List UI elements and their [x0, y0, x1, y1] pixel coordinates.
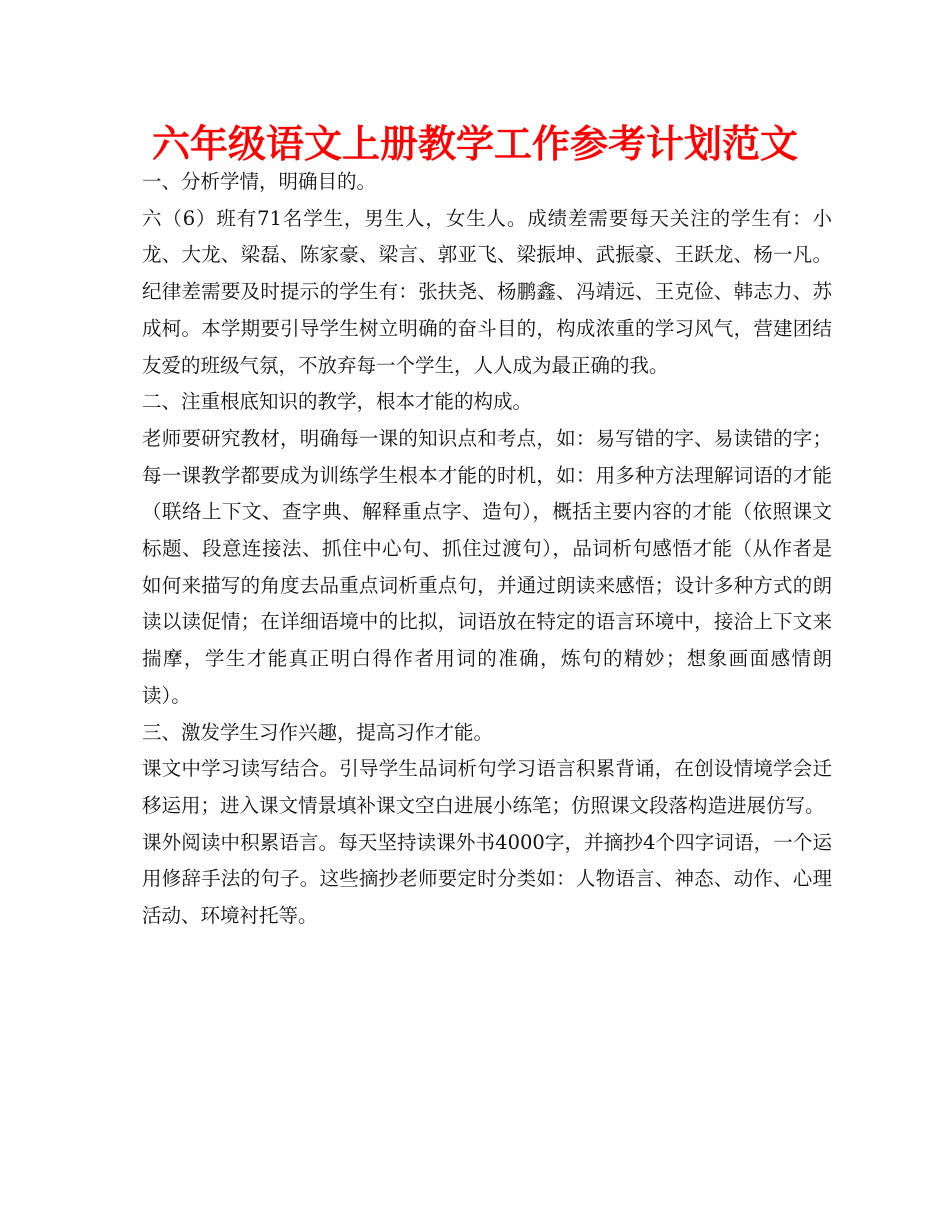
- paragraph-class-overview: 六（6）班有71名学生，男生人，女生人。成绩差需要每天关注的学生有：小龙、大龙、梁磊、陈家豪、梁言、郭亚飞、梁振坤、武振豪、王跃龙、杨一凡。纪律差需要及时提示的学生有：张扶尧、杨鹏鑫、冯靖远、王克俭、韩志力、苏成柯。本学期要引导学生树立明确的奋斗目的，构成浓重的学习风气，营建团结友爱的班级气氛，不放弃每一个学生，人人成为最正确的我。: [142, 206, 832, 377]
- document-body: [142, 164, 832, 935]
- paragraph-basic-knowledge: 老师要研究教材，明确每一课的知识点和考点，如：易写错的字、易读错的字；每一课教学都要成为训练学生根本才能的时机，如：用多种方法理解词语的才能（联络上下文、查字典、解释重点字、造句），概括主要内容的才能（依照课文标题、段意连接法、抓住中心句、抓住过渡句），品词析句感悟才能（从作者是如何来描写的角度去品重点词析重点句，并通过朗读来感悟；设计多种方式的朗读以读促情；在详细语境中的比拟，词语放在特定的语言环境中，接洽上下文来揣摩，学生才能真正明白得作者用词的准确，炼句的精妙；想象画面感情朗读）。: [142, 426, 832, 707]
- paragraph-extracurricular-reading: 课外阅读中积累语言。每天坚持读课外书4000字，并摘抄4个四字词语，一个运用修辞手法的句子。这些摘抄老师要定时分类如：人物语言、神态、动作、心理活动、环境衬托等。: [142, 830, 832, 928]
- section-heading-1: 一、分析学情，明确目的。: [142, 170, 377, 193]
- document-title: 六年级语文上册教学工作参考计划范文: [151, 122, 798, 166]
- section-heading-2: 二、注重根底知识的教学，根本才能的构成。: [142, 390, 533, 414]
- paragraph-reading-writing: 课文中学习读写结合。引导学生品词析句学习语言积累背诵，在创设情境学会迁移运用；进入课文情景填补课文空白进展小练笔；仿照课文段落构造进展仿写。: [142, 757, 832, 817]
- section-heading-3: 三、激发学生习作兴趣，提高习作才能。: [142, 720, 494, 744]
